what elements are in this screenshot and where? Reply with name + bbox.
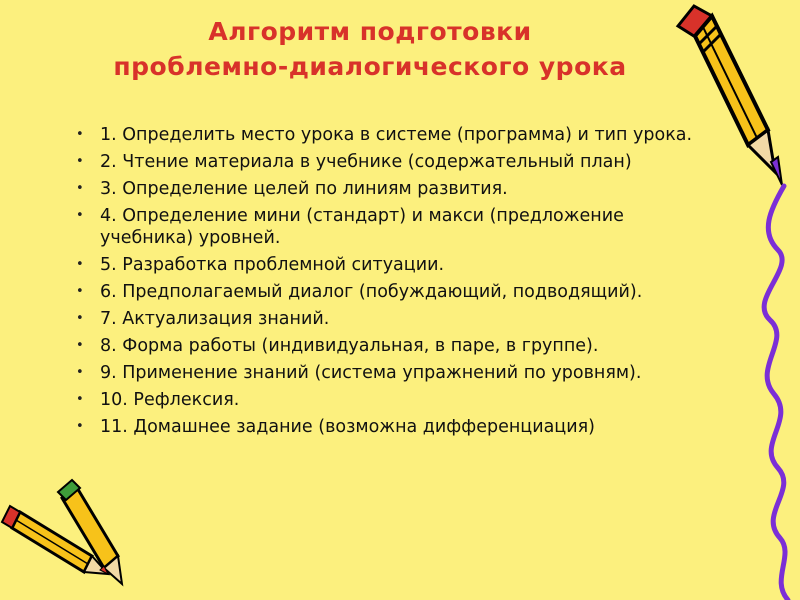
- bullet-icon: •: [76, 311, 84, 326]
- bullet-icon: •: [76, 257, 84, 272]
- bullet-icon: •: [76, 154, 84, 169]
- pencil-icon: [678, 6, 782, 185]
- list-item-text: 2. Чтение материала в учебнике (содержательный план): [100, 152, 632, 172]
- list-item-text: 10. Рефлексия.: [100, 390, 240, 410]
- list-item-text: 9. Применение знаний (система упражнений по уровням).: [100, 363, 642, 383]
- bullet-icon: •: [76, 127, 84, 142]
- list-item-text: 4. Определение мини (стандарт) и макси (предложение учебника) уровней.: [100, 206, 624, 248]
- crossed-pencils-icon: [2, 480, 122, 584]
- list-item-text: 1. Определить место урока в системе (программа) и тип урока.: [100, 125, 693, 145]
- bullet-icon: •: [76, 284, 84, 299]
- purple-scribble: [764, 186, 788, 600]
- title-line-1: Алгоритм подготовки: [208, 17, 532, 46]
- list-item-text: 6. Предполагаемый диалог (побуждающий, подводящий).: [100, 282, 643, 302]
- bullet-icon: •: [76, 419, 84, 434]
- bullet-icon: •: [76, 365, 84, 380]
- list-item-text: 5. Разработка проблемной ситуации.: [100, 255, 445, 275]
- list-item-text: 3. Определение целей по линиям развития.: [100, 179, 508, 199]
- list-item-text: 11. Домашнее задание (возможна дифференциация): [100, 417, 595, 437]
- bullet-icon: •: [76, 392, 84, 407]
- bullet-icon: •: [76, 181, 84, 196]
- bullet-icon: •: [76, 208, 84, 223]
- title-line-2: проблемно-диалогического урока: [113, 52, 627, 81]
- list-item-text: 7. Актуализация знаний.: [100, 309, 330, 329]
- list-item-text: 8. Форма работы (индивидуальная, в паре, в группе).: [100, 336, 599, 356]
- bullet-icon: •: [76, 338, 84, 353]
